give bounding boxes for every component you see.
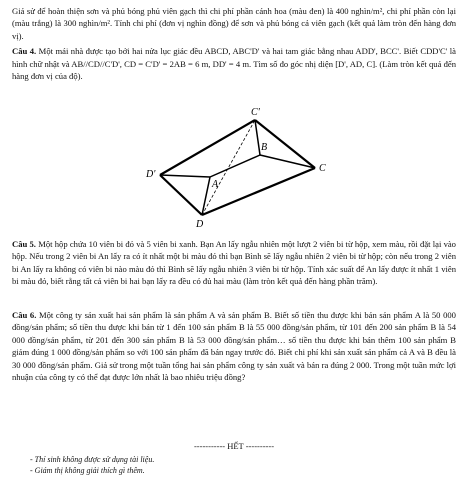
question-6-label: Câu 6. [12, 310, 37, 320]
edge-a-d [202, 177, 210, 215]
question-4 [12, 45, 456, 82]
top-section [12, 0, 456, 82]
label-c: C [319, 163, 326, 174]
label-d-prime: D' [146, 169, 156, 180]
roof-figure [120, 105, 350, 230]
label-d: D [196, 219, 204, 230]
question-5 [12, 238, 456, 288]
question-5-label: Câu 5. [12, 239, 36, 249]
edge-dprime-a [160, 175, 210, 177]
label-c-prime: C' [251, 107, 260, 118]
question-4-text: Một mái nhà được tạo bởi hai nửa lục giác đều ABCD, ABC'D' và hai tam giác bằng nhau ADD', BCC'. Biết CDD'C' là hình chữ nhật và AB//CD//C'D', CD = C'D' = 2AB = 6 m, DD' = 4 m. Tìm số đo góc nhị diện [D', AD, C]. (Làm tròn kết quả đến hàng đơn vị của độ). [12, 46, 456, 82]
edge-b-cprime [255, 120, 260, 155]
label-b: B [261, 142, 268, 153]
edge-dprime-d [160, 175, 202, 215]
label-a: A [212, 179, 219, 190]
end-marker: ----------- HẾT ---------- [193, 441, 275, 451]
edge-dprime-cprime [160, 120, 255, 175]
edge-d-c [202, 168, 315, 215]
note-item: - Giám thị không giải thích gì thêm. [30, 465, 145, 475]
question-5-text: Một hộp chứa 10 viên bi đỏ và 5 viên bi xanh. Bạn An lấy ngẫu nhiên một lượt 2 viên bi từ hộp, xem màu, rồi đặt lại vào hộp. Nếu trong 2 viên bi An lấy ra có ít nhất một bi màu đỏ thì bạn Bình sẽ lấy ngẫu nhiên 2 viên bi từ hộp; còn nếu trong 2 viên bi An lấy ra không có viên bi nào màu đỏ thì Bình sẽ lấy ngẫu nhiên 3 viên bi từ hộp. Tính xác suất để An lấy được ít nhất 1 viên bi màu đỏ, biết rằng tất cả viên bi hai bạn lấy ra đều có đủ hai màu (làm tròn kết quả đến hàng phần trăm). [12, 239, 456, 287]
note-item: - Thí sinh không được sử dụng tài liệu. [30, 455, 155, 464]
question-6-text: Một công ty sản xuất hai sản phẩm là sản phẩm A và sản phẩm B. Biết số tiền thu được khi bán sản phẩm A là 50 000 đồng/sản phẩm; số tiền thu được khi bán từ 1 đến 100 sản phẩm B là 55 000 đồng/sản phẩm, từ 101 đến 200 sản phẩm B là 54 000 đồng/sản phẩm, từ 201 đến 300 sản phẩm B là 53 000 đồng/sản phẩm… số tiền thu được khi bán thêm 100 sản phẩm B giảm đúng 1 000 đồng/sản phẩm so với 100 sản phẩm đã bán ngay trước đó. Biết chi phí khi sản xuất sản phẩm cả A và B đều là 30 000 đồng/sản phẩm. Giả sử trong một tuần tổng hai sản phẩm công ty sản xuất và bán ra đúng 2 000. Trong một tuần mức lợi nhuận của công ty có thể đạt được lớn nhất là bao nhiêu triệu đồng? [12, 310, 456, 383]
intro-paragraph: Giả sử để hoàn thiện sơn và phủ bóng phủ viên gạch thì chi phí phần cánh hoa (màu đen) là 400 nghìn/m², chi phí phần còn lại (màu trắng) là 300 nghìn/m². Tính chi phí (đơn vị nghìn đồng) để sơn và phủ bóng cả viên gạch (kết quả làm tròn đến hàng đơn vị). [12, 6, 456, 41]
edge-a-b [210, 155, 260, 177]
question-4-label: Câu 4. [12, 46, 37, 57]
question-6 [12, 309, 456, 383]
exam-notes [30, 455, 154, 476]
